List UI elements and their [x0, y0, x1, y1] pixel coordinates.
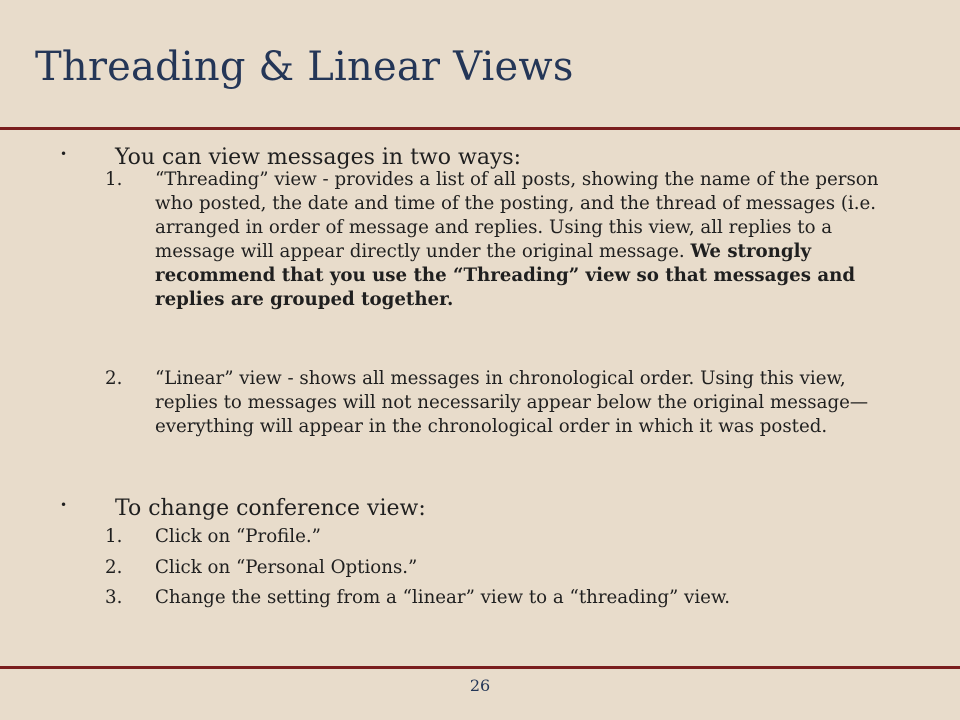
- list-item-threading: [105, 168, 885, 312]
- title-divider: [0, 127, 960, 130]
- slide-title: Threading & Linear Views: [35, 44, 574, 90]
- item-number: 1.: [105, 169, 123, 190]
- item-number: 2.: [105, 368, 123, 389]
- bullet-view-ways: [60, 141, 521, 171]
- bullet-icon: •: [60, 147, 68, 161]
- list-item-linear: [105, 367, 885, 439]
- item-body: [155, 168, 885, 312]
- step-text: Click on “Personal Options.”: [155, 557, 418, 578]
- step-item: [105, 525, 885, 549]
- step-number: 3.: [105, 587, 123, 608]
- item-text: “Threading” view - provides a list of all posts, showing the name of the person who posted, the date and time of the posting, and the thread of messages (i.e. arranged in order of message and replies. Using this view, all replies to a message will appear directly under the original message.: [155, 169, 879, 262]
- step-text: Change the setting from a “linear” view to a “threading” view.: [155, 587, 731, 608]
- bullet-change-view: [60, 492, 426, 522]
- step-item: [105, 556, 885, 580]
- step-item: [105, 586, 885, 610]
- step-text: Click on “Profile.”: [155, 526, 321, 547]
- bullet-heading: To change conference view:: [115, 496, 426, 521]
- item-text: “Linear” view - shows all messages in chronological order. Using this view, replies to messages will not necessarily appear below the original message—everything will appear in the chronological order in which it was posted.: [155, 368, 869, 437]
- bullet-heading: You can view messages in two ways:: [115, 145, 522, 170]
- bullet-icon: •: [60, 498, 68, 512]
- step-number: 1.: [105, 526, 123, 547]
- step-number: 2.: [105, 557, 123, 578]
- page-number: 26: [469, 676, 491, 695]
- item-emphasis: We strongly recommend that you use the “Threading” view so that messages and replies are grouped together.: [155, 241, 856, 310]
- footer-divider: [0, 666, 960, 669]
